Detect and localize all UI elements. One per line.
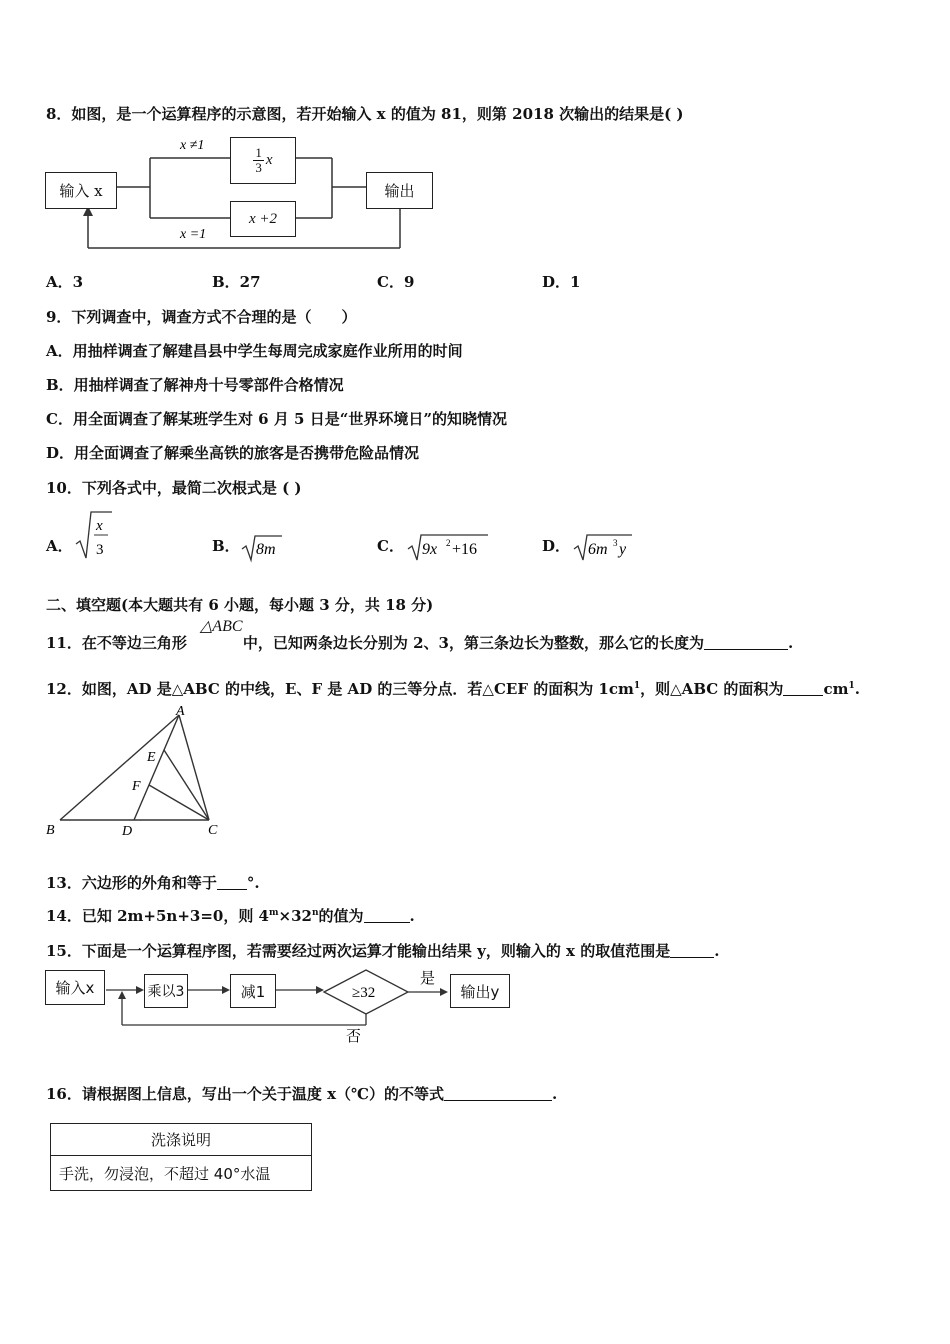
q12-mid: ，则△ABC 的面积为 [640,680,784,698]
q8-text: 8．如图，是一个运算程序的示意图，若开始输入 x 的值为 81，则第 2018 次输出的结果是( ) [46,105,684,123]
q8-option-b[interactable]: B．27 [212,273,261,291]
q12-point-d: D [122,824,133,839]
q10-option-d[interactable]: D． [542,537,571,555]
q12-sup-2: 1 [848,681,855,691]
q10-option-c[interactable]: C． [377,537,404,555]
q15-input-box [45,970,105,1005]
q15-output-label: 输出y [460,982,500,1001]
q8-input-label: 输入 x [59,182,103,200]
q15-text: 15．下面是一个运算程序图，若需要经过两次运算才能输出结果 y，则输入的 x 的取值范围是 . [46,942,720,960]
q10-option-d-radical [572,531,634,563]
q12-text: 12．如图，AD 是△ABC 的中线，E、F 是 AD 的三等分点．若△CEF 的面积为 $1cm^1$，则△ABC 的面积为 $cm^1$. [46,680,860,698]
q8-frac-den: 3 [255,160,262,175]
q9-option-d[interactable]: D．用全面调查了解乘坐高铁的旅客是否携带危险品情况 [46,444,420,462]
q8-add-box [230,201,296,237]
q12-point-c: C [208,823,218,838]
q14-answer-blank[interactable] [364,908,410,923]
q14-text: 14．已知 2m+5n+3=0，则 $4^m\times 32^n$的值为 . [46,907,415,925]
q12-point-e: E [147,750,156,765]
q15-output-box [450,974,510,1008]
q8-option-a[interactable]: A．3 [46,273,84,291]
q16-table-header: 洗涤说明 [51,1124,311,1156]
q13-pre: 13．六边形的外角和等于 [46,874,217,892]
q15-input-label: 输入x [55,979,95,997]
q16-text: 16．请根据图上信息，写出一个关于温度 x（℃）的不等式 . [46,1085,558,1103]
q10-d-expr-a: 6m [588,541,608,558]
q11-answer-blank[interactable] [704,635,788,650]
q14-sup-m: m [269,908,279,918]
q10-d-sup: 3 [613,538,618,548]
q11-post: 中，已知两条边长分别为 2、3，第三条边长为整数，那么它的长度为 [242,634,704,652]
q8-frac-var: x [265,152,273,168]
q16-label-table [50,1123,312,1191]
q10-a-den: 3 [96,542,104,558]
q11-triangle: △ABC [200,618,243,635]
q16-table-body: 手洗，勿浸泡，不超过 40°水温 [59,1164,271,1183]
q9-option-a[interactable]: A．用抽样调查了解建昌县中学生每周完成家庭作业所用的时间 [46,342,463,360]
q11-pre: 11．在不等边三角形 [46,634,187,652]
q8-fraction-box [230,137,296,184]
q10-d-expr-b: y [619,541,627,558]
q12-answer-blank[interactable] [783,681,823,696]
q15-cond: ≥32 [352,985,376,1001]
q9-option-c[interactable]: C．用全面调查了解某班学生对 6 月 5 日是“世界环境日”的知晓情况 [46,410,507,428]
q8-option-c[interactable]: C．9 [377,273,415,291]
q13-post: °. [246,874,260,892]
q10-option-b[interactable]: B． [212,537,240,555]
q8-input-box [45,172,117,209]
q16-answer-blank[interactable] [444,1086,552,1101]
q14-mid: ×32 [278,907,312,925]
q10-c-expr-a: 9x [422,541,438,558]
q10-text: 10．下列各式中，最简二次根式是 ( ) [46,479,302,497]
q15-no: 否 [346,1029,362,1045]
q9-option-b[interactable]: B．用抽样调查了解神舟十号零部件合格情况 [46,376,344,394]
q8-add-label: x +2 [248,210,278,227]
q14-pre: 14．已知 2m+5n+3=0，则 4 [46,907,269,925]
q15-yes: 是 [420,971,436,987]
q14-sup-n: n [311,908,319,918]
q8-cond-bottom: x =1 [180,227,207,242]
q15-answer-blank[interactable] [670,943,714,958]
q8-cond-top: x ≠1 [180,138,205,153]
q15-sub-box [230,974,276,1008]
q10-option-a-radical [74,508,114,563]
q12-triangle-figure [40,703,240,843]
q12-point-a: A [176,704,185,719]
q8-option-d[interactable]: D．1 [542,273,581,291]
q15-sub-label: 减1 [240,982,266,1001]
q15-mul-box [144,974,188,1008]
q10-b-expr: 8m [256,541,276,558]
q16-pre: 16．请根据图上信息，写出一个关于温度 x（℃）的不等式 [46,1085,445,1103]
q10-a-num: x [96,518,103,534]
q12-pre: 12．如图，AD 是△ABC 的中线，E、F 是 AD 的三等分点．若△CEF 的面积为 1cm [46,680,634,698]
q9-text: 9．下列调查中，调查方式不合理的是（ ） [46,308,357,326]
q12-point-f: F [132,779,141,794]
q13-text [46,872,260,893]
q10-c-sup: 2 [446,538,451,548]
q15-pre: 15．下面是一个运算程序图，若需要经过两次运算才能输出结果 y，则输入的 x 的取值范围是 [46,942,671,960]
q15-flow-diagram [40,965,520,1050]
q12-sup-1: 1 [633,681,641,691]
q10-option-c-radical [406,531,490,563]
q14-post: 的值为 [318,907,364,925]
section2-title: 二、填空题(本大题共有 6 小题，每小题 3 分，共 18 分) [46,596,434,614]
q10-option-a[interactable]: A． [46,537,73,555]
q13-answer-blank[interactable] [217,875,247,890]
q11-text: 11．在不等边三角形 中，已知两条边长分别为 2、3，第三条边长为整数，那么它的长度为 . [46,634,794,652]
q15-mul-label: 乘以3 [147,984,185,1000]
q12-unit: cm [823,680,849,698]
q10-c-expr-b: +16 [452,541,478,558]
q10-option-b-radical [240,533,284,563]
q8-output-box [366,172,433,209]
q8-output-label: 输出 [384,182,415,200]
q12-point-b: B [46,823,55,838]
q8-frac-num: 1 [255,145,262,160]
